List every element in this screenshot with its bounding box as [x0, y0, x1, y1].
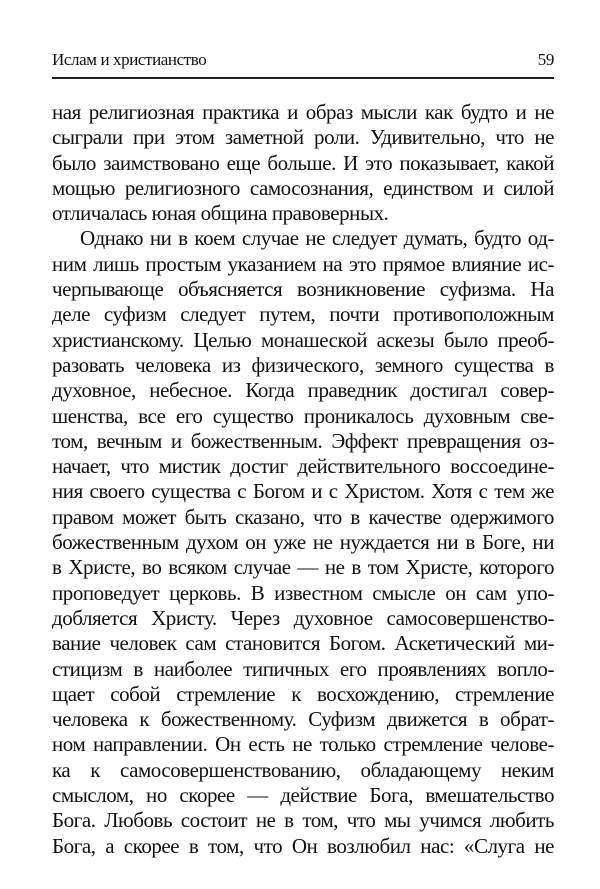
text-line: ная религиозная практика и образ мысли как будто и не	[52, 100, 554, 124]
text-line: щает собой стремление к восхождению, стремление	[52, 681, 554, 706]
text-line: Бога. Любовь состоит не в том, что мы учимся любить	[52, 808, 554, 833]
text-line: Бога, а скорее в том, что Он возлюбил нас: «Слуга не	[52, 833, 554, 858]
page-body	[52, 100, 554, 859]
text-line: черпывающе объясняется возникновение суфизма. На	[52, 277, 554, 302]
header-rule	[52, 77, 554, 79]
text-line: том, вечным и божественным. Эффект превращения оз-	[52, 428, 554, 453]
text-line: сыграли при этом заметной роли. Удивительно, что не	[52, 125, 554, 150]
text-line: в Христе, во всяком случае — не в том Христе, которого	[52, 555, 554, 580]
text-line: Однако ни в коем случае не следует думать, будто од-	[80, 226, 554, 251]
running-header	[52, 50, 554, 74]
text-line: вание человек сам становится Богом. Аскетический ми-	[52, 631, 554, 656]
text-line: стицизм в наиболее типичных его проявлениях вопло-	[52, 656, 554, 681]
text-line: разовать человека из физического, земного существа в	[52, 352, 554, 377]
text-line: мощью религиозного самосознания, единством и силой	[52, 175, 554, 200]
text-line: смыслом, но скорее — действие Бога, вмешательство	[52, 783, 554, 808]
text-line: ния своего существа с Богом и с Христом. Хотя с тем же	[52, 479, 554, 504]
text-line: христианскому. Целью монашеской аскезы было преоб-	[52, 327, 554, 352]
text-line: деле суфизм следует путем, почти противоположным	[52, 302, 554, 327]
text-line: проповедует церковь. В известном смысле он сам упо-	[52, 580, 554, 605]
text-line: шенства, все его существо проникалось духовным све-	[52, 403, 554, 428]
text-line: ка к самосовершенствованию, обладающему неким	[52, 757, 554, 782]
text-line: добляется Христу. Через духовное самосовершенство-	[52, 605, 554, 630]
text-line: ном направлении. Он есть не только стремление челове-	[52, 732, 554, 757]
text-line: духовное, небесное. Когда праведник достигал совер-	[52, 378, 554, 403]
paragraph	[52, 100, 554, 226]
running-header-title: Ислам и христианство	[52, 50, 207, 69]
text-line: правом может быть сказано, что в качестве одержимого	[52, 504, 554, 529]
paragraph	[52, 226, 554, 858]
text-line: начает, что мистик достиг действительного воссоедине-	[52, 454, 554, 479]
text-line: ним лишь простым указанием на это прямое влияние ис-	[52, 251, 554, 276]
text-line: было заимствовано еще больше. И это показывает, какой	[52, 150, 554, 175]
text-line: человека к божественному. Суфизм движется в обрат-	[52, 707, 554, 732]
text-line: отличалась юная община правоверных.	[52, 201, 389, 226]
text-line: божественным духом он уже не нуждается ни в Боге, ни	[52, 530, 554, 555]
page-number: 59	[537, 50, 554, 69]
